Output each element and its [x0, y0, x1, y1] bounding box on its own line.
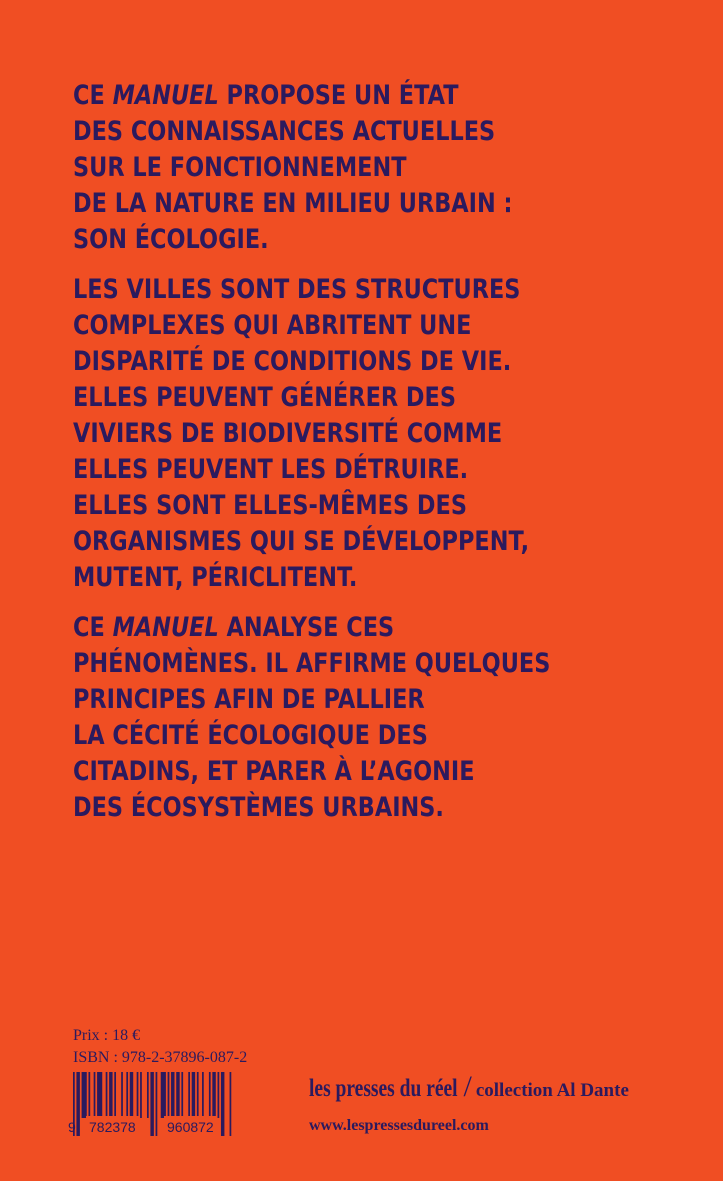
- barcode-bar: [202, 1072, 204, 1118]
- blurb-line: [73, 524, 596, 560]
- barcode-bar: [218, 1072, 220, 1118]
- barcode-bar: [212, 1072, 215, 1118]
- barcode-bar: [161, 1072, 166, 1118]
- barcode-bar: [130, 1072, 133, 1118]
- barcode-bar: [82, 1072, 87, 1118]
- barcode-bar: [168, 1072, 170, 1118]
- blurb-line: [73, 610, 596, 646]
- blurb-line: [73, 416, 596, 452]
- blurb-text: ORGANISMES QUI SE DÉVELOPPENT,: [73, 526, 530, 557]
- barcode-digit-first: 9: [68, 1119, 76, 1135]
- blurb-text: CITADINS, ET PARER À L’AGONIE: [73, 756, 475, 787]
- blurb-line: [73, 186, 596, 222]
- barcode-bar: [97, 1072, 102, 1118]
- blurb-line: [73, 78, 596, 114]
- barcode-digits-left: 782378: [86, 1116, 139, 1138]
- barcode-bar: [88, 1072, 90, 1118]
- blurb-text: LES VILLES SONT DES STRUCTURES: [73, 274, 521, 305]
- barcode-bar: [121, 1072, 123, 1118]
- barcode-bar: [181, 1072, 183, 1118]
- blurb-text: SUR LE FONCTIONNEMENT: [73, 152, 407, 183]
- barcode-bar: [94, 1072, 96, 1118]
- blurb-text: VIVIERS DE BIODIVERSITÉ COMME: [73, 418, 503, 449]
- blurb-italic-title: MANUEL: [112, 80, 219, 111]
- blurb-line: [73, 308, 596, 344]
- blurb-line: [73, 488, 596, 524]
- barcode-bar: [140, 1072, 142, 1118]
- blurb-text: ELLES SONT ELLES-MÊMES DES: [73, 490, 467, 521]
- barcode-bar: [197, 1072, 199, 1118]
- back-cover-blurb: [73, 78, 596, 826]
- publisher-name: les presses du réel: [309, 1075, 458, 1102]
- blurb-line: [73, 222, 596, 258]
- blurb-line: [73, 754, 596, 790]
- blurb-text: DES ÉCOSYSTÈMES URBAINS.: [73, 792, 444, 823]
- blurb-paragraph: [73, 272, 596, 596]
- blurb-paragraph: [73, 78, 596, 258]
- blurb-paragraph: [73, 610, 596, 826]
- blurb-text: COMPLEXES QUI ABRITENT UNE: [73, 310, 472, 341]
- barcode-bar: [192, 1072, 195, 1118]
- barcode-bar: [171, 1072, 174, 1118]
- blurb-text: MUTENT, PÉRICLITENT.: [73, 562, 358, 593]
- blurb-line: [73, 272, 596, 308]
- publisher-slash: /: [463, 1070, 472, 1103]
- price-label: Prix : 18 €: [73, 1027, 141, 1044]
- blurb-text: ELLES PEUVENT LES DÉTRUIRE.: [73, 454, 469, 485]
- blurb-text: LA CÉCITÉ ÉCOLOGIQUE DES: [73, 720, 428, 751]
- blurb-line: [73, 718, 596, 754]
- publisher-website: www.lespressesdureel.com: [309, 1117, 489, 1134]
- blurb-italic-title: MANUEL: [112, 612, 219, 643]
- blurb-line: [73, 560, 596, 596]
- blurb-text: PROPOSE UN ÉTAT: [218, 80, 459, 111]
- isbn-label: ISBN : 978-2-37896-087-2: [73, 1049, 248, 1066]
- blurb-text: PRINCIPES AFIN DE PALLIER: [73, 684, 425, 715]
- blurb-line: [73, 150, 596, 186]
- blurb-text: DES CONNAISSANCES ACTUELLES: [73, 116, 496, 147]
- barcode-bar: [126, 1072, 128, 1118]
- blurb-line: [73, 682, 596, 718]
- barcode-bar: [209, 1072, 211, 1118]
- blurb-line: [73, 790, 596, 826]
- blurb-text: DISPARITÉ DE CONDITIONS DE VIE.: [73, 346, 512, 377]
- blurb-line: [73, 114, 596, 150]
- barcode-digits-right: 960872: [164, 1116, 217, 1138]
- barcode-bar: [137, 1072, 139, 1118]
- barcode-bar: [106, 1072, 108, 1118]
- barcode-bar: [147, 1072, 149, 1118]
- blurb-text: PHÉNOMÈNES. IL AFFIRME QUELQUES: [73, 648, 551, 679]
- blurb-text: ANALYSE CES: [218, 612, 395, 643]
- blurb-line: [73, 646, 596, 682]
- barcode-bar: [188, 1072, 190, 1118]
- blurb-text: ELLES PEUVENT GÉNÉRER DES: [73, 382, 456, 413]
- blurb-line: [73, 452, 596, 488]
- blurb-text: CE: [73, 612, 113, 643]
- collection-name: collection Al Dante: [475, 1080, 629, 1101]
- blurb-text: SON ÉCOLOGIE.: [73, 224, 269, 255]
- barcode-bar: [176, 1072, 179, 1118]
- barcode-digits: [68, 1116, 238, 1138]
- barcode-bar: [114, 1072, 116, 1118]
- barcode-bar: [109, 1072, 112, 1118]
- blurb-text: DE LA NATURE EN MILIEU URBAIN :: [73, 188, 513, 219]
- publisher-imprint: [309, 1070, 629, 1104]
- blurb-text: CE: [73, 80, 113, 111]
- blurb-line: [73, 344, 596, 380]
- blurb-line: [73, 380, 596, 416]
